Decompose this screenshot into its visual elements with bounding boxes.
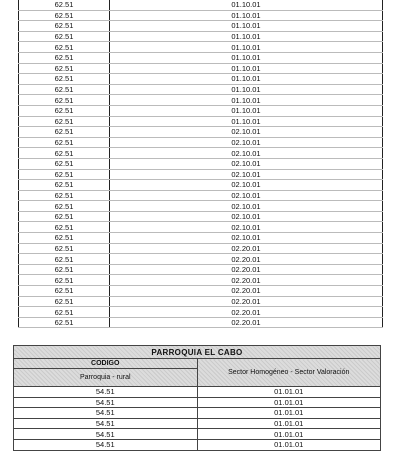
code-cell: 62.51 xyxy=(19,190,110,201)
sector-cell: 01.01.01 xyxy=(197,429,381,440)
table-row xyxy=(19,127,383,138)
code-cell: 62.51 xyxy=(19,286,110,297)
code-cell: 62.51 xyxy=(19,74,110,85)
table-row xyxy=(19,158,383,169)
table-title: PARROQUIA EL CABO xyxy=(14,346,381,359)
sector-cell: 01.01.01 xyxy=(197,418,381,429)
code-cell: 62.51 xyxy=(19,211,110,222)
header-row-codigo xyxy=(14,359,381,369)
code-cell: 54.51 xyxy=(14,397,198,408)
code-cell: 62.51 xyxy=(19,127,110,138)
sector-cell: 02.20.01 xyxy=(110,275,383,286)
table-row xyxy=(19,0,383,10)
sector-cell: 02.20.01 xyxy=(110,264,383,275)
code-cell: 62.51 xyxy=(19,264,110,275)
sector-cell: 01.10.01 xyxy=(110,105,383,116)
sector-cell: 02.10.01 xyxy=(110,201,383,212)
table-row xyxy=(14,387,381,398)
code-cell: 62.51 xyxy=(19,63,110,74)
table-row xyxy=(19,169,383,180)
code-cell: 62.51 xyxy=(19,158,110,169)
table-row xyxy=(19,31,383,42)
table-row xyxy=(19,137,383,148)
table-row xyxy=(14,429,381,440)
code-cell: 62.51 xyxy=(19,105,110,116)
sector-cell: 02.20.01 xyxy=(110,243,383,254)
code-cell: 62.51 xyxy=(19,42,110,53)
code-cell: 62.51 xyxy=(19,0,110,10)
sector-cell: 01.10.01 xyxy=(110,74,383,85)
table-row xyxy=(19,148,383,159)
top-data-table xyxy=(18,0,383,328)
code-cell: 54.51 xyxy=(14,387,198,398)
code-cell: 62.51 xyxy=(19,222,110,233)
sector-cell: 01.10.01 xyxy=(110,52,383,63)
header-codigo: CODIGO xyxy=(14,359,198,369)
code-cell: 62.51 xyxy=(19,180,110,191)
code-cell: 62.51 xyxy=(19,275,110,286)
table-row xyxy=(19,275,383,286)
header-parroquia: Parroquia - rural xyxy=(14,369,198,387)
code-cell: 62.51 xyxy=(19,116,110,127)
sector-cell: 01.10.01 xyxy=(110,95,383,106)
title-row xyxy=(14,346,381,359)
code-cell: 62.51 xyxy=(19,254,110,265)
sector-cell: 02.10.01 xyxy=(110,137,383,148)
table-row xyxy=(14,439,381,450)
code-cell: 62.51 xyxy=(19,137,110,148)
sector-cell: 02.10.01 xyxy=(110,169,383,180)
code-cell: 54.51 xyxy=(14,408,198,419)
sector-cell: 01.01.01 xyxy=(197,397,381,408)
code-cell: 62.51 xyxy=(19,95,110,106)
code-cell: 62.51 xyxy=(19,52,110,63)
sector-cell: 01.10.01 xyxy=(110,21,383,32)
table-row xyxy=(19,180,383,191)
code-cell: 62.51 xyxy=(19,10,110,21)
sector-cell: 01.10.01 xyxy=(110,84,383,95)
table-row xyxy=(19,254,383,265)
top-table-body xyxy=(19,0,383,328)
code-cell: 62.51 xyxy=(19,21,110,32)
code-cell: 62.51 xyxy=(19,84,110,95)
code-cell: 62.51 xyxy=(19,233,110,244)
sector-cell: 02.10.01 xyxy=(110,180,383,191)
sector-cell: 02.10.01 xyxy=(110,190,383,201)
sector-cell: 01.10.01 xyxy=(110,0,383,10)
table-row xyxy=(19,233,383,244)
code-cell: 62.51 xyxy=(19,317,110,328)
sector-cell: 02.10.01 xyxy=(110,233,383,244)
sector-cell: 02.10.01 xyxy=(110,127,383,138)
table-row xyxy=(14,397,381,408)
code-cell: 62.51 xyxy=(19,31,110,42)
sector-cell: 02.10.01 xyxy=(110,222,383,233)
sector-cell: 02.20.01 xyxy=(110,254,383,265)
code-cell: 54.51 xyxy=(14,439,198,450)
table-row xyxy=(19,63,383,74)
code-cell: 62.51 xyxy=(19,148,110,159)
table-row xyxy=(19,21,383,32)
code-cell: 62.51 xyxy=(19,243,110,254)
code-cell: 62.51 xyxy=(19,296,110,307)
sector-cell: 01.01.01 xyxy=(197,439,381,450)
table-row xyxy=(19,264,383,275)
sector-cell: 01.10.01 xyxy=(110,31,383,42)
table-row xyxy=(19,296,383,307)
table-row xyxy=(19,286,383,297)
sector-cell: 01.01.01 xyxy=(197,387,381,398)
code-cell: 62.51 xyxy=(19,169,110,180)
table-row xyxy=(19,201,383,212)
table-row xyxy=(19,222,383,233)
sector-cell: 02.20.01 xyxy=(110,296,383,307)
table-row xyxy=(19,10,383,21)
table-row xyxy=(19,52,383,63)
code-cell: 54.51 xyxy=(14,418,198,429)
sector-cell: 01.01.01 xyxy=(197,408,381,419)
table-row xyxy=(19,211,383,222)
table-row xyxy=(19,190,383,201)
table-row xyxy=(14,408,381,419)
sector-cell: 01.10.01 xyxy=(110,10,383,21)
sector-cell: 01.10.01 xyxy=(110,116,383,127)
sector-cell: 02.20.01 xyxy=(110,286,383,297)
table-row xyxy=(19,243,383,254)
sector-cell: 02.20.01 xyxy=(110,317,383,328)
table-row xyxy=(19,116,383,127)
table-row xyxy=(19,95,383,106)
table-row xyxy=(19,42,383,53)
code-cell: 62.51 xyxy=(19,201,110,212)
sector-cell: 02.10.01 xyxy=(110,211,383,222)
sector-cell: 02.10.01 xyxy=(110,158,383,169)
code-cell: 62.51 xyxy=(19,307,110,318)
sector-cell: 01.10.01 xyxy=(110,63,383,74)
table-row xyxy=(19,105,383,116)
sector-cell: 02.10.01 xyxy=(110,148,383,159)
table-row xyxy=(19,74,383,85)
sector-cell: 01.10.01 xyxy=(110,42,383,53)
table-row xyxy=(19,84,383,95)
header-sector: Sector Homogéneo - Sector Valoración xyxy=(197,359,381,387)
bottom-table-body xyxy=(14,346,381,451)
table-row xyxy=(19,307,383,318)
code-cell: 54.51 xyxy=(14,429,198,440)
sector-cell: 02.20.01 xyxy=(110,307,383,318)
table-row xyxy=(14,418,381,429)
table-row xyxy=(19,317,383,328)
parroquia-el-cabo-table xyxy=(13,345,381,451)
